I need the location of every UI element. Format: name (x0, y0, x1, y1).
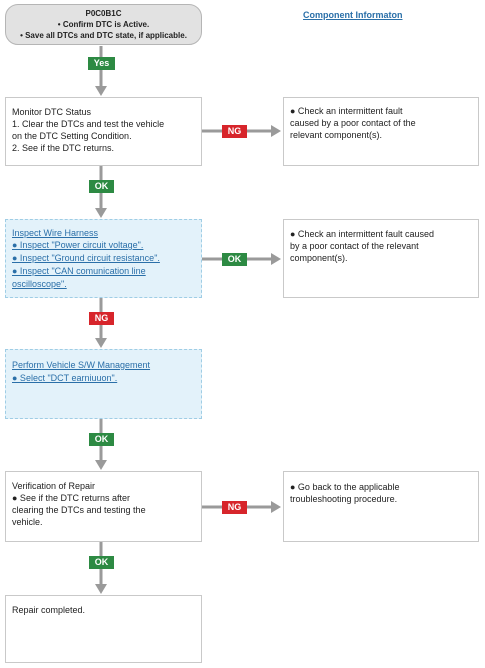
step-line: 1. Clear the DTCs and test the vehicle (12, 119, 165, 129)
step-title: Repair completed. (12, 605, 86, 615)
arrowhead (95, 584, 107, 594)
ng-badge: NG (222, 501, 247, 514)
select-dct-link[interactable]: ● Select "DCT earniuuon". (12, 373, 118, 383)
note-line: relevant component(s). (290, 130, 383, 140)
step-line: on the DTC Setting Condition. (12, 131, 132, 141)
step-line: 2. See if the DTC returns. (12, 143, 115, 153)
note-intermittent-fault-1 (283, 97, 479, 166)
start-line: • Confirm DTC is Active. (57, 20, 150, 29)
step-monitor-dtc-status (5, 97, 202, 166)
component-information-link[interactable]: Component Informaton (303, 10, 403, 20)
step-title: Verification of Repair (12, 481, 96, 491)
step-line: clearing the DTCs and testing the (12, 505, 146, 515)
arrowhead (95, 208, 107, 218)
arrowhead (95, 338, 107, 348)
ok-badge: OK (89, 180, 114, 193)
inspect-wire-harness-link[interactable]: Inspect Wire Harness (12, 228, 99, 238)
step-verification-of-repair (5, 471, 202, 542)
note-line: caused by a poor contact of the (290, 118, 416, 128)
note-line: ● Check an intermittent fault (290, 106, 403, 116)
inspect-can-line-link[interactable]: ● Inspect "CAN comunication line (12, 266, 146, 276)
ok-badge: OK (222, 253, 247, 266)
step-title: Monitor DTC Status (12, 107, 92, 117)
step-line: vehicle. (12, 517, 43, 527)
note-troubleshooting (283, 471, 479, 542)
vehicle-sw-management-link[interactable]: Perform Vehicle S/W Management (12, 360, 151, 370)
dtc-code: P0C0B1C (85, 9, 122, 18)
inspect-ground-resistance-link[interactable]: ● Inspect "Ground circuit resistance". (12, 253, 160, 263)
start-line: • Save all DTCs and DTC state, if applicable. (20, 31, 187, 40)
note-intermittent-fault-2 (283, 219, 479, 298)
arrowhead (95, 86, 107, 96)
arrowhead (271, 501, 281, 513)
step-repair-completed (5, 595, 202, 663)
arrowhead (271, 253, 281, 265)
note-line: by a poor contact of the relevant (290, 241, 419, 251)
note-line: ● Go back to the applicable (290, 482, 400, 492)
inspect-power-voltage-link[interactable]: ● Inspect "Power circuit voltage". (12, 240, 144, 250)
ok-badge: OK (89, 556, 114, 569)
yes-badge: Yes (88, 57, 115, 70)
arrowhead (95, 460, 107, 470)
arrowhead (271, 125, 281, 137)
start-node (5, 4, 202, 45)
step-line: ● See if the DTC returns after (12, 493, 130, 503)
ok-badge: OK (89, 433, 114, 446)
note-line: ● Check an intermittent fault caused (290, 229, 435, 239)
step-inspect-wire-harness (5, 219, 202, 298)
ng-badge: NG (89, 312, 114, 325)
ng-badge: NG (222, 125, 247, 138)
step-vehicle-sw-management (5, 349, 202, 419)
inspect-can-line-link-cont[interactable]: oscilloscope". (12, 279, 67, 289)
note-line: component(s). (290, 253, 348, 263)
note-line: troubleshooting procedure. (290, 494, 398, 504)
